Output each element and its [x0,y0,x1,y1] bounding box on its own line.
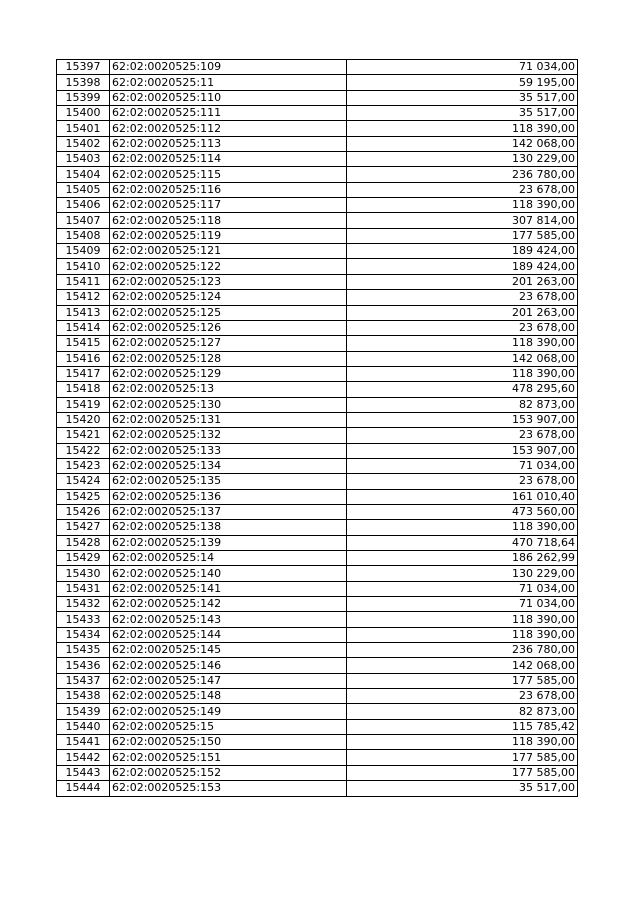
cadastral-value-cell: 82 873,00 [347,704,578,719]
row-number-cell: 15402 [57,136,110,151]
cadastral-number-cell: 62:02:0020525:117 [110,198,347,213]
cadastral-number-cell: 62:02:0020525:140 [110,566,347,581]
row-number-cell: 15418 [57,382,110,397]
table-row [57,428,578,443]
cadastral-number-cell: 62:02:0020525:135 [110,474,347,489]
row-number-cell: 15432 [57,597,110,612]
cadastral-number-cell: 62:02:0020525:139 [110,535,347,550]
cadastral-value-cell: 177 585,00 [347,765,578,780]
table-row [57,152,578,167]
cadastral-number-cell: 62:02:0020525:138 [110,520,347,535]
table-row [57,182,578,197]
cadastral-number-cell: 62:02:0020525:141 [110,581,347,596]
row-number-cell: 15408 [57,228,110,243]
cadastral-number-cell: 62:02:0020525:123 [110,274,347,289]
table-row [57,489,578,504]
cadastral-value-cell: 59 195,00 [347,75,578,90]
cadastral-value-cell: 236 780,00 [347,167,578,182]
cadastral-number-cell: 62:02:0020525:118 [110,213,347,228]
row-number-cell: 15420 [57,412,110,427]
cadastral-number-cell: 62:02:0020525:130 [110,397,347,412]
cadastral-value-cell: 186 262,99 [347,551,578,566]
cadastral-number-cell: 62:02:0020525:110 [110,90,347,105]
row-number-cell: 15417 [57,366,110,381]
table-row [57,213,578,228]
table-row [57,597,578,612]
cadastral-number-cell: 62:02:0020525:127 [110,336,347,351]
cadastral-value-cell: 473 560,00 [347,504,578,519]
row-number-cell: 15407 [57,213,110,228]
row-number-cell: 15424 [57,474,110,489]
cadastral-number-cell: 62:02:0020525:113 [110,136,347,151]
cadastral-number-cell: 62:02:0020525:146 [110,658,347,673]
table-row [57,351,578,366]
row-number-cell: 15399 [57,90,110,105]
cadastral-value-cell: 153 907,00 [347,443,578,458]
table-row [57,198,578,213]
table-row [57,60,578,75]
table-body [57,60,578,797]
cadastral-number-cell: 62:02:0020525:128 [110,351,347,366]
cadastral-number-cell: 62:02:0020525:125 [110,305,347,320]
table-row [57,75,578,90]
cadastral-value-cell: 118 390,00 [347,336,578,351]
table-row [57,566,578,581]
row-number-cell: 15400 [57,106,110,121]
cadastral-value-cell: 161 010,40 [347,489,578,504]
cadastral-value-cell: 118 390,00 [347,520,578,535]
row-number-cell: 15406 [57,198,110,213]
row-number-cell: 15439 [57,704,110,719]
cadastral-number-cell: 62:02:0020525:116 [110,182,347,197]
cadastral-value-cell: 23 678,00 [347,320,578,335]
row-number-cell: 15409 [57,244,110,259]
row-number-cell: 15435 [57,643,110,658]
cadastral-number-cell: 62:02:0020525:145 [110,643,347,658]
row-number-cell: 15421 [57,428,110,443]
cadastral-number-cell: 62:02:0020525:114 [110,152,347,167]
row-number-cell: 15444 [57,781,110,796]
row-number-cell: 15434 [57,627,110,642]
cadastral-value-cell: 71 034,00 [347,60,578,75]
row-number-cell: 15401 [57,121,110,136]
table-row [57,336,578,351]
table-row [57,474,578,489]
cadastral-value-cell: 23 678,00 [347,428,578,443]
row-number-cell: 15405 [57,182,110,197]
cadastral-value-cell: 478 295,60 [347,382,578,397]
cadastral-value-cell: 118 390,00 [347,198,578,213]
cadastral-value-cell: 82 873,00 [347,397,578,412]
cadastral-value-table [56,59,578,797]
row-number-cell: 15442 [57,750,110,765]
table-row [57,228,578,243]
table-row [57,551,578,566]
row-number-cell: 15436 [57,658,110,673]
cadastral-value-cell: 118 390,00 [347,735,578,750]
cadastral-value-cell: 307 814,00 [347,213,578,228]
cadastral-value-cell: 118 390,00 [347,627,578,642]
row-number-cell: 15438 [57,689,110,704]
row-number-cell: 15398 [57,75,110,90]
table-row [57,121,578,136]
table-row [57,520,578,535]
cadastral-value-cell: 115 785,42 [347,719,578,734]
table-row [57,412,578,427]
row-number-cell: 15419 [57,397,110,412]
row-number-cell: 15404 [57,167,110,182]
cadastral-value-cell: 23 678,00 [347,474,578,489]
table-row [57,382,578,397]
cadastral-value-cell: 23 678,00 [347,290,578,305]
table-row [57,765,578,780]
cadastral-number-cell: 62:02:0020525:142 [110,597,347,612]
table-row [57,673,578,688]
cadastral-value-cell: 23 678,00 [347,689,578,704]
cadastral-number-cell: 62:02:0020525:147 [110,673,347,688]
cadastral-number-cell: 62:02:0020525:11 [110,75,347,90]
cadastral-number-cell: 62:02:0020525:121 [110,244,347,259]
table-row [57,643,578,658]
table-row [57,458,578,473]
table-row [57,443,578,458]
cadastral-value-cell: 142 068,00 [347,658,578,673]
row-number-cell: 15403 [57,152,110,167]
cadastral-value-cell: 130 229,00 [347,566,578,581]
row-number-cell: 15413 [57,305,110,320]
cadastral-value-cell: 118 390,00 [347,121,578,136]
cadastral-value-cell: 71 034,00 [347,581,578,596]
cadastral-value-cell: 201 263,00 [347,274,578,289]
table-row [57,320,578,335]
cadastral-value-cell: 35 517,00 [347,106,578,121]
cadastral-value-cell: 35 517,00 [347,781,578,796]
table-row [57,167,578,182]
row-number-cell: 15414 [57,320,110,335]
cadastral-number-cell: 62:02:0020525:144 [110,627,347,642]
row-number-cell: 15410 [57,259,110,274]
row-number-cell: 15429 [57,551,110,566]
row-number-cell: 15428 [57,535,110,550]
row-number-cell: 15412 [57,290,110,305]
table-row [57,612,578,627]
cadastral-value-cell: 177 585,00 [347,673,578,688]
table-row [57,136,578,151]
table-row [57,366,578,381]
table-row [57,689,578,704]
cadastral-number-cell: 62:02:0020525:109 [110,60,347,75]
cadastral-number-cell: 62:02:0020525:153 [110,781,347,796]
cadastral-value-cell: 189 424,00 [347,244,578,259]
cadastral-number-cell: 62:02:0020525:122 [110,259,347,274]
row-number-cell: 15431 [57,581,110,596]
table-row [57,290,578,305]
table-row [57,658,578,673]
cadastral-number-cell: 62:02:0020525:115 [110,167,347,182]
row-number-cell: 15441 [57,735,110,750]
row-number-cell: 15415 [57,336,110,351]
cadastral-number-cell: 62:02:0020525:131 [110,412,347,427]
row-number-cell: 15440 [57,719,110,734]
cadastral-number-cell: 62:02:0020525:133 [110,443,347,458]
row-number-cell: 15411 [57,274,110,289]
cadastral-number-cell: 62:02:0020525:112 [110,121,347,136]
cadastral-number-cell: 62:02:0020525:119 [110,228,347,243]
cadastral-value-cell: 201 263,00 [347,305,578,320]
cadastral-number-cell: 62:02:0020525:148 [110,689,347,704]
table-row [57,397,578,412]
table-row [57,704,578,719]
table-row [57,535,578,550]
cadastral-value-cell: 35 517,00 [347,90,578,105]
table-row [57,244,578,259]
cadastral-number-cell: 62:02:0020525:151 [110,750,347,765]
cadastral-value-cell: 177 585,00 [347,228,578,243]
cadastral-number-cell: 62:02:0020525:136 [110,489,347,504]
table-row [57,106,578,121]
cadastral-number-cell: 62:02:0020525:137 [110,504,347,519]
cadastral-number-cell: 62:02:0020525:129 [110,366,347,381]
row-number-cell: 15397 [57,60,110,75]
cadastral-number-cell: 62:02:0020525:134 [110,458,347,473]
table-row [57,305,578,320]
cadastral-value-cell: 118 390,00 [347,612,578,627]
table-row [57,90,578,105]
row-number-cell: 15416 [57,351,110,366]
cadastral-value-cell: 71 034,00 [347,458,578,473]
table-row [57,781,578,796]
cadastral-number-cell: 62:02:0020525:15 [110,719,347,734]
table-row [57,719,578,734]
row-number-cell: 15427 [57,520,110,535]
row-number-cell: 15426 [57,504,110,519]
row-number-cell: 15425 [57,489,110,504]
cadastral-value-cell: 236 780,00 [347,643,578,658]
table-row [57,504,578,519]
cadastral-number-cell: 62:02:0020525:150 [110,735,347,750]
cadastral-number-cell: 62:02:0020525:14 [110,551,347,566]
cadastral-value-cell: 142 068,00 [347,351,578,366]
table-row [57,627,578,642]
cadastral-value-cell: 118 390,00 [347,366,578,381]
cadastral-value-cell: 142 068,00 [347,136,578,151]
cadastral-value-cell: 130 229,00 [347,152,578,167]
row-number-cell: 15430 [57,566,110,581]
cadastral-value-cell: 153 907,00 [347,412,578,427]
cadastral-value-cell: 177 585,00 [347,750,578,765]
cadastral-number-cell: 62:02:0020525:13 [110,382,347,397]
cadastral-value-cell: 23 678,00 [347,182,578,197]
table-row [57,274,578,289]
table-row [57,750,578,765]
table-row [57,735,578,750]
row-number-cell: 15433 [57,612,110,627]
row-number-cell: 15422 [57,443,110,458]
table-row [57,259,578,274]
cadastral-number-cell: 62:02:0020525:111 [110,106,347,121]
cadastral-number-cell: 62:02:0020525:143 [110,612,347,627]
cadastral-number-cell: 62:02:0020525:132 [110,428,347,443]
cadastral-number-cell: 62:02:0020525:126 [110,320,347,335]
cadastral-number-cell: 62:02:0020525:124 [110,290,347,305]
cadastral-value-cell: 470 718,64 [347,535,578,550]
cadastral-number-cell: 62:02:0020525:149 [110,704,347,719]
row-number-cell: 15437 [57,673,110,688]
cadastral-value-cell: 189 424,00 [347,259,578,274]
table-row [57,581,578,596]
row-number-cell: 15443 [57,765,110,780]
cadastral-number-cell: 62:02:0020525:152 [110,765,347,780]
cadastral-value-cell: 71 034,00 [347,597,578,612]
row-number-cell: 15423 [57,458,110,473]
